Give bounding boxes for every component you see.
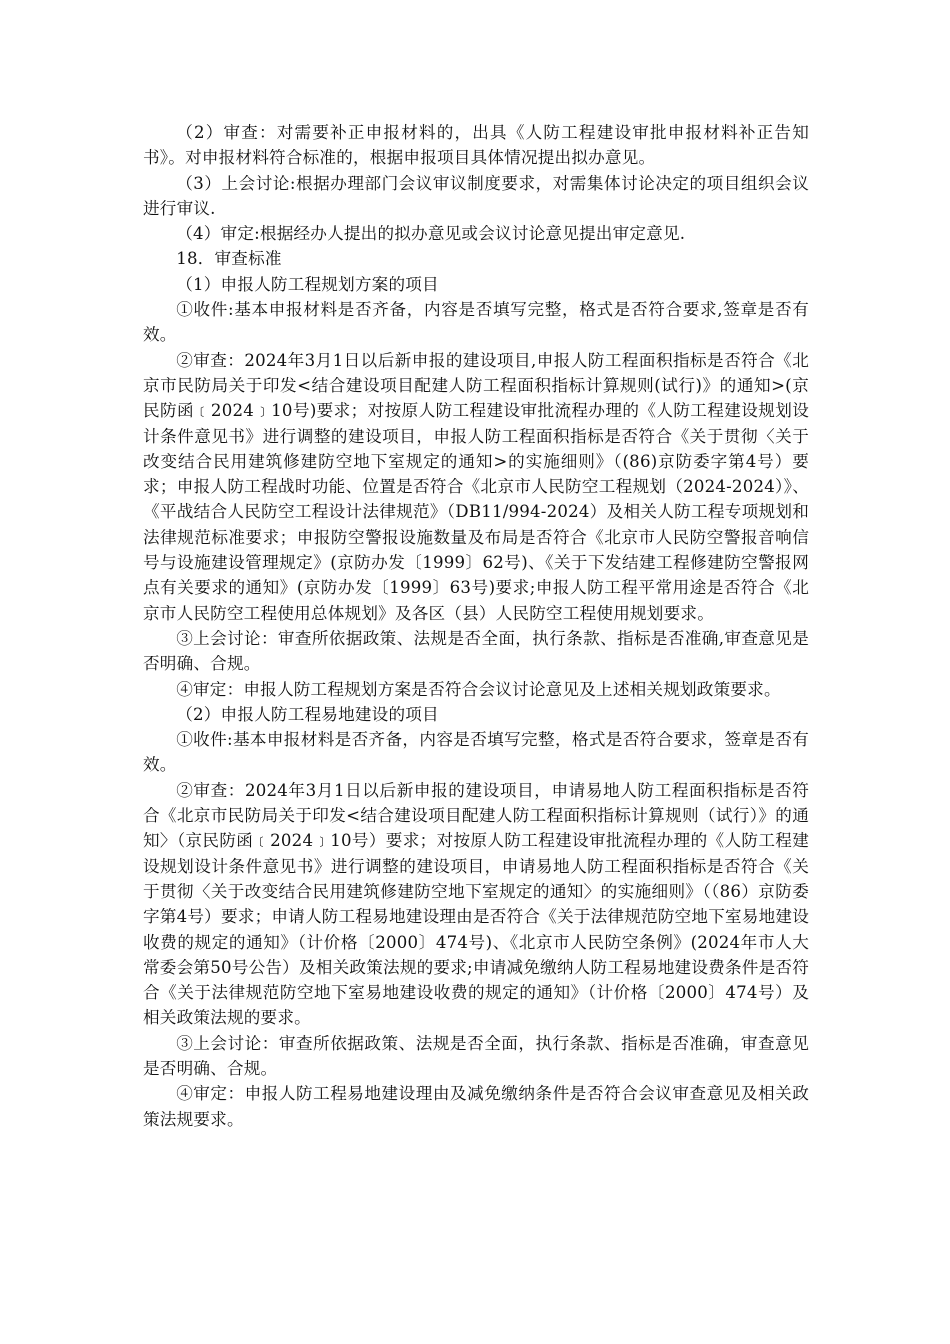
paragraph-planning-review: ②审查：2024年3月1日以后新申报的建设项目,申报人防工程面积指标是否符合《北京市民防局关于印发<结合建设项目配建人防工程面积指标计算规则(试行)》的通知>(京民防函﹝2024﹞10号)要求；对按原人防工程建设审批流程办理的《人防工程建设规划设计条件意见书》进行调整的建设项目，申报人防工程面积指标是否符合《关于贯彻〈关于改变结合民用建筑修建防空地下室规定的通知>的实施细则》（(86)京防委字第4号）要求；申报人防工程战时功能、位置是否符合《北京市人民防空工程规划（2024-2024）》、《平战结合人民防空工程设计法律规范》（DB11/994-2024）及相关人防工程专项规划和法律规范标准要求；申报防空警报设施数量及布局是否符合《北京市人民防空警报音响信号与设施建设管理规定》(京防办发〔1999〕62号)、《关于下发结建工程修建防空警报网点有关要求的通知》(京防办发〔1999〕63号)要求;申报人防工程平常用途是否符合《北京市人民防空工程使用总体规划》及各区（县）人民防空工程使用规划要求。 <box>143 350 809 623</box>
paragraph-meeting-discussion: （3）上会讨论:根据办理部门会议审议制度要求，对需集体讨论决定的项目组织会议进行审议. <box>143 173 809 218</box>
paragraph-offsite-approval: ④审定：申报人防工程易地建设理由及减免缴纳条件是否符合会议审查意见及相关政策法规要求。 <box>143 1084 809 1129</box>
paragraph-review: （2）审查：对需要补正申报材料的，出具《人防工程建设审批申报材料补正告知书》。对申报材料符合标准的，根据申报项目具体情况提出拟办意见。 <box>143 123 809 168</box>
subsection-heading-planning-scheme: （1）申报人防工程规划方案的项目 <box>176 274 439 294</box>
paragraph-offsite-review: ②审查：2024年3月1日以后新申报的建设项目，申请易地人防工程面积指标是否符合《北京市民防局关于印发<结合建设项目配建人防工程面积指标计算规则（试行）》的通知〉（京民防函﹝2024﹞10号）要求；对按原人防工程建设审批流程办理的《人防工程建设规划设计条件意见书》进行调整的建设项目，申请易地人防工程面积指标是否符合《关于贯彻〈关于改变结合民用建筑修建防空地下室规定的通知〉的实施细则》（（86）京防委字第4号）要求；申请人防工程易地建设理由是否符合《关于法律规范防空地下室易地建设收费的规定的通知》（计价格〔2000〕474号)、《北京市人民防空条例》(2024年市人大常委会第50号公告）及相关政策法规的要求;申请减免缴纳人防工程易地建设费条件是否符合《关于法律规范防空地下室易地建设收费的规定的通知》（计价格〔2000〕474号）及相关政策法规的要求。 <box>143 780 809 1028</box>
document-body <box>143 120 809 1132</box>
paragraph-approval: （4）审定:根据经办人提出的拟办意见或会议讨论意见提出审定意见. <box>176 224 686 244</box>
paragraph-offsite-meeting: ③上会讨论：审查所依据政策、法规是否全面，执行条款、指标是否准确，审查意见是否明确、合规。 <box>143 1033 809 1078</box>
paragraph-planning-meeting: ③上会讨论：审查所依据政策、法规是否全面，执行条款、指标是否准确,审查意见是否明确、合规。 <box>143 628 809 674</box>
section-heading-review-standards: 18．审查标准 <box>176 249 282 269</box>
subsection-heading-offsite-construction: （2）申报人防工程易地建设的项目 <box>176 704 439 724</box>
paragraph-planning-receipt: ①收件:基本申报材料是否齐备，内容是否填写完整，格式是否符合要求,签章是否有效。 <box>143 300 809 345</box>
paragraph-planning-approval: ④审定：申报人防工程规划方案是否符合会议讨论意见及上述相关规划政策要求。 <box>176 679 781 699</box>
paragraph-offsite-receipt: ①收件:基本申报材料是否齐备，内容是否填写完整，格式是否符合要求，签章是否有效。 <box>143 730 809 775</box>
